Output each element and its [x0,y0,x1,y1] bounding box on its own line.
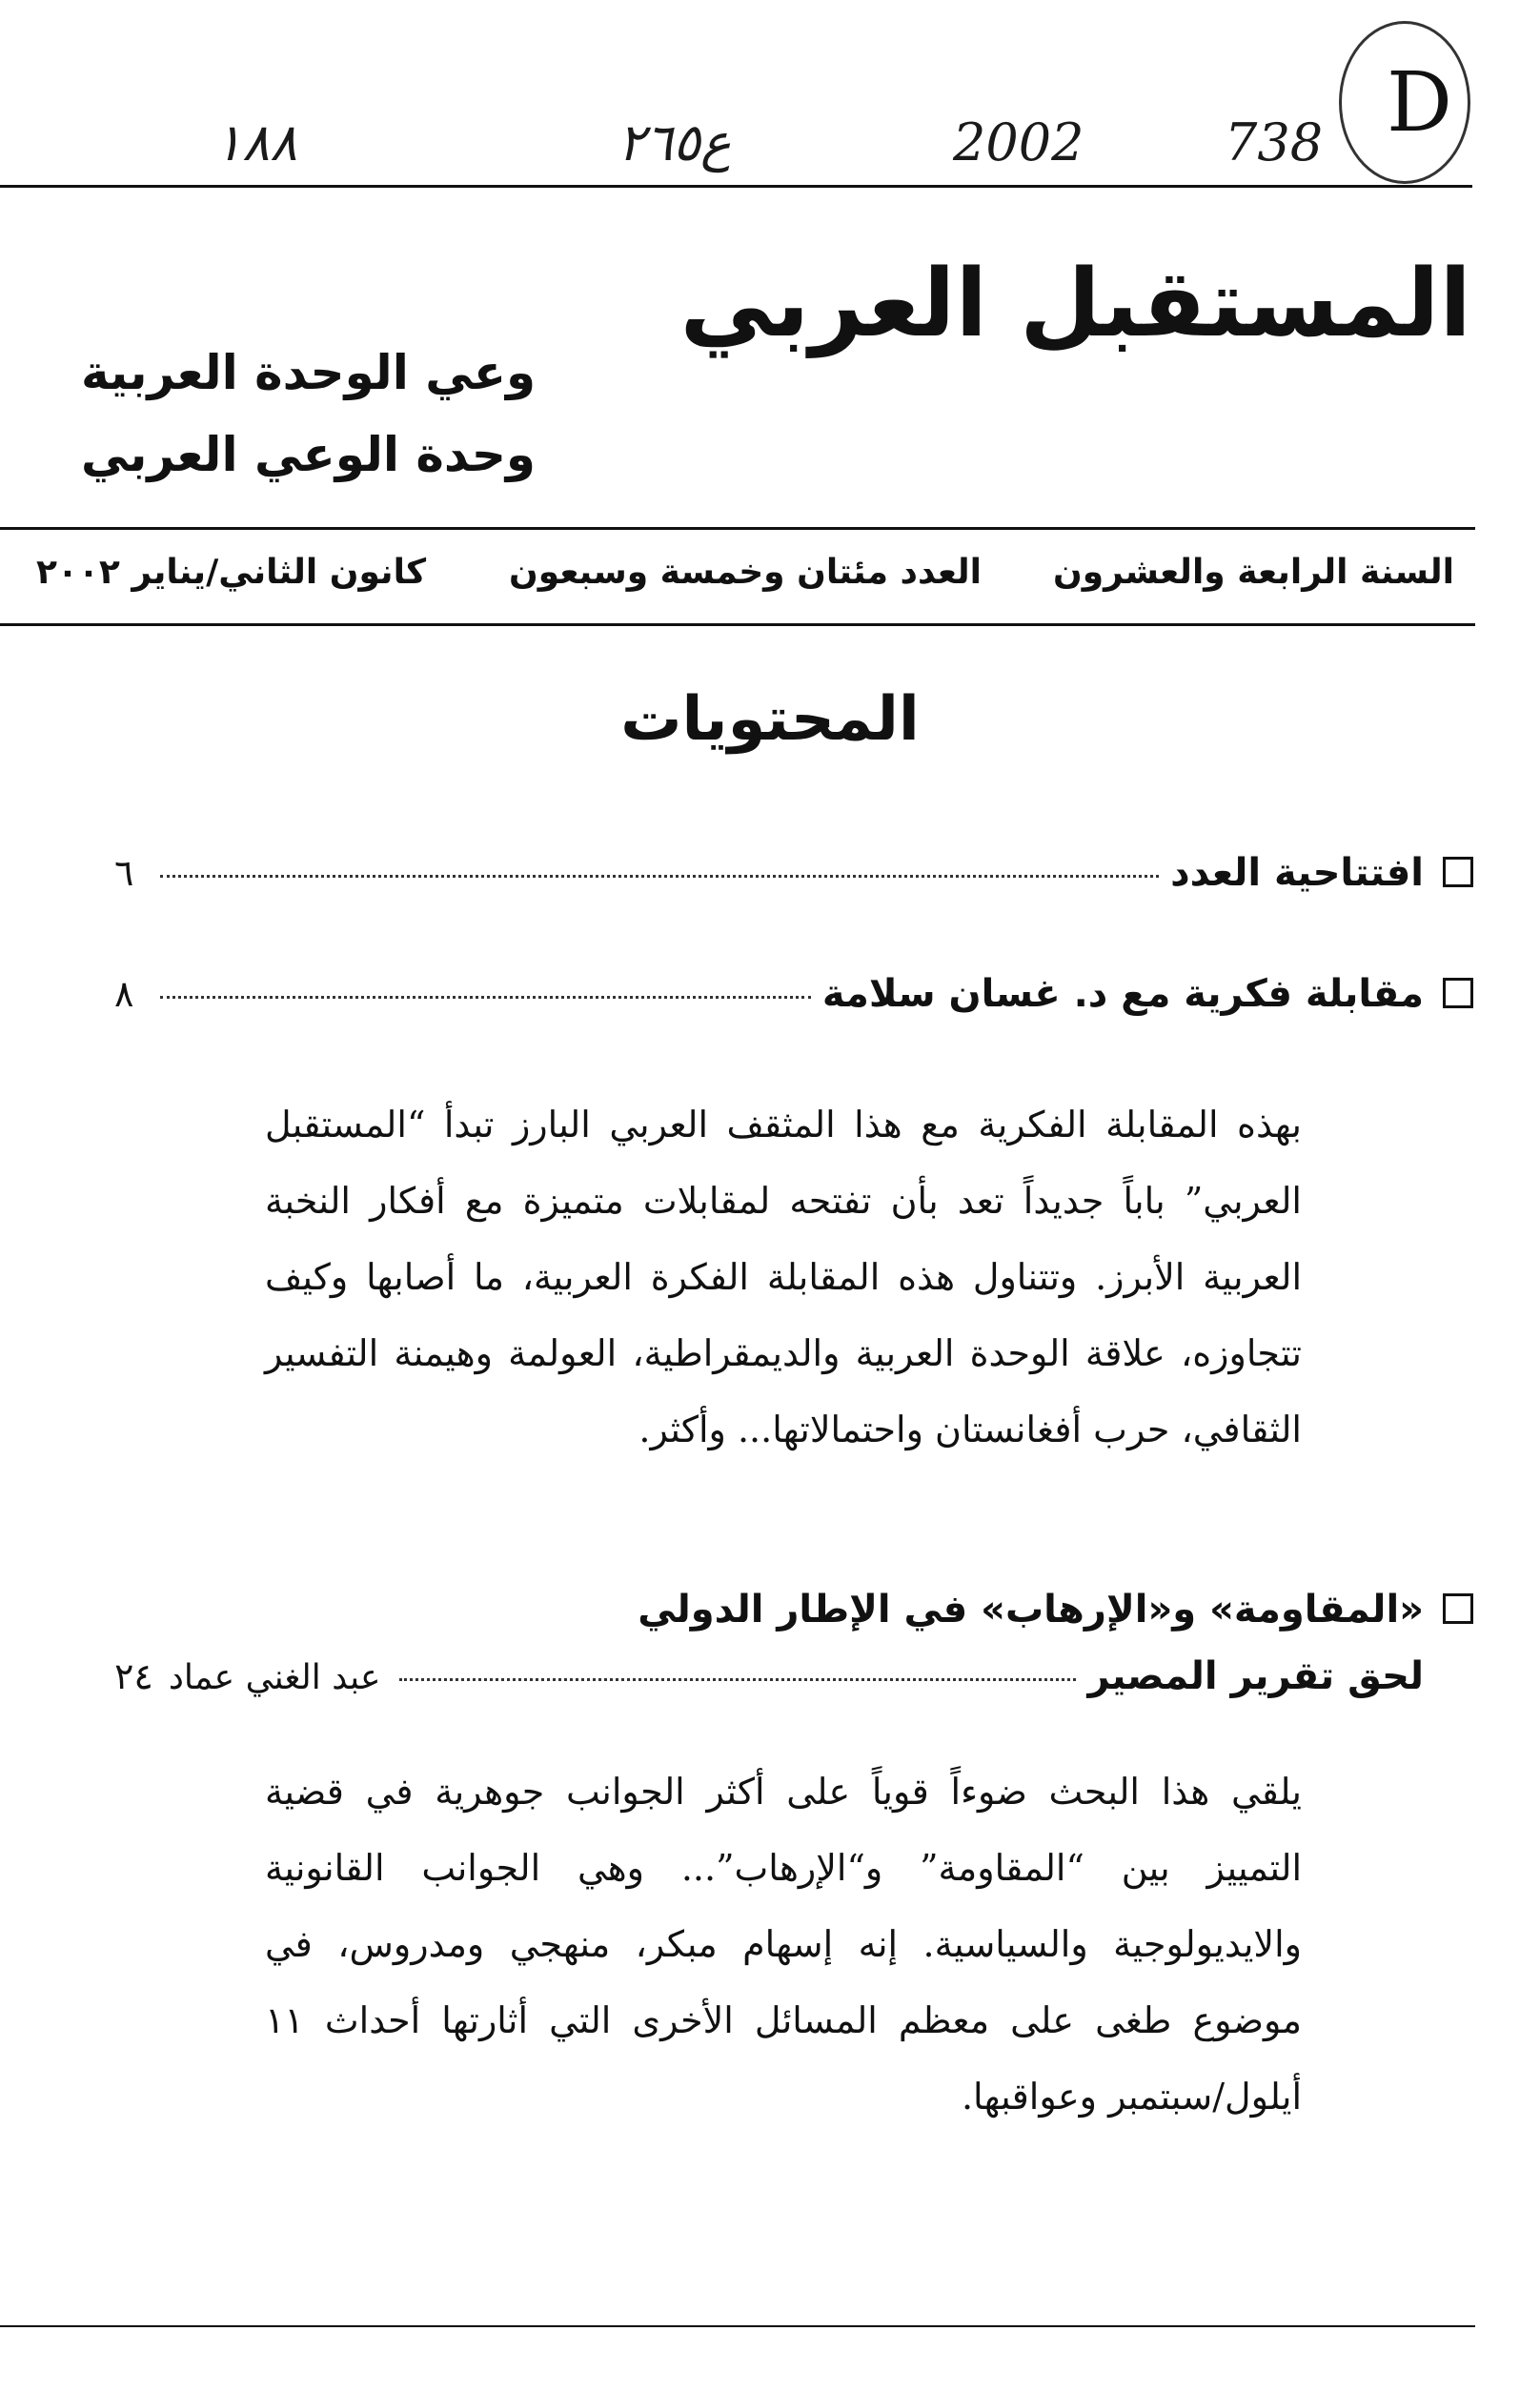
handwritten-code: ع٢٦٥ [618,112,732,172]
issue-year: السنة الرابعة والعشرون [1052,553,1454,592]
toc-item-title: افتتاحية العدد [1170,851,1424,895]
toc-item-interview [114,972,1473,1016]
issue-date: كانون الثاني/يناير ٢٠٠٢ [36,553,427,592]
tagline-line-2: وحدة الوعي العربي [81,427,536,482]
magazine-masthead: المستقبل العربي [679,250,1471,358]
contents-title: المحتويات [620,684,920,755]
issue-rule-bottom [0,623,1475,626]
checkbox-icon [1443,978,1473,1008]
toc-item-title: مقابلة فكرية مع د. غسان سلامة [821,972,1424,1016]
toc-abstract-resistance: يلقي هذا البحث ضوءاً قوياً على أكثر الجوانب جوهرية في قضية التمييز بين “المقاومة” و“الإرهاب”... وهي الجوانب القانونية والايديولوجية والسياسية. إنه إسهام مبكر، منهجي ومدروس، في موضوع طغى على معظم المسائل الأخرى التي أثارتها أحداث ١١ أيلول/سبتمبر وعواقبها. [265,1771,1302,2118]
toc-item-title-line-1: «المقاومة» و«الإرهاب» في الإطار الدولي [638,1588,1424,1632]
checkbox-icon [1443,1593,1473,1624]
top-rule [0,185,1472,188]
leader-dots [160,996,810,999]
toc-item-title-line-2: لحق تقرير المصير [1087,1654,1424,1698]
toc-abstract-interview: بهذه المقابلة الفكرية مع هذا المثقف العربي البارز تبدأ “المستقبل العربي” باباً جديداً تعد بأن تفتحه لمقابلات متميزة مع أفكار النخبة العربية الأبرز. وتتناول هذه المقابلة الفكرة العربية، ما أصابها وكيف تتجاوزه، علاقة الوحدة العربية والديمقراطية، العولمة وهيمنة التفسير الثقافي، حرب أفغانستان واحتمالاتها... وأكثر. [265,1104,1302,1450]
leader-dots [160,875,1159,878]
toc-author: عبد الغني عماد [168,1658,381,1697]
toc-item-resistance [114,1654,1473,1698]
toc-item-editorial [114,851,1473,895]
checkbox-icon [1443,857,1473,887]
toc-page-number: ٢٤ [114,1655,153,1697]
handwritten-number: 738 [1225,112,1324,172]
leader-dots [399,1678,1076,1681]
toc-page-number: ٦ [114,852,134,894]
handwritten-year: 2002 [953,112,1084,172]
stamp-letter: D [1387,55,1452,151]
issue-rule-top [0,527,1475,530]
toc-page-number: ٨ [114,973,134,1015]
toc-item-resistance-heading [114,1588,1473,1632]
bottom-rule [0,2325,1475,2327]
issue-number: العدد مئتان وخمسة وسبعون [509,553,982,592]
tagline-line-1: وعي الوحدة العربية [81,345,537,400]
handwritten-left-number: ١٨٨ [214,112,298,172]
